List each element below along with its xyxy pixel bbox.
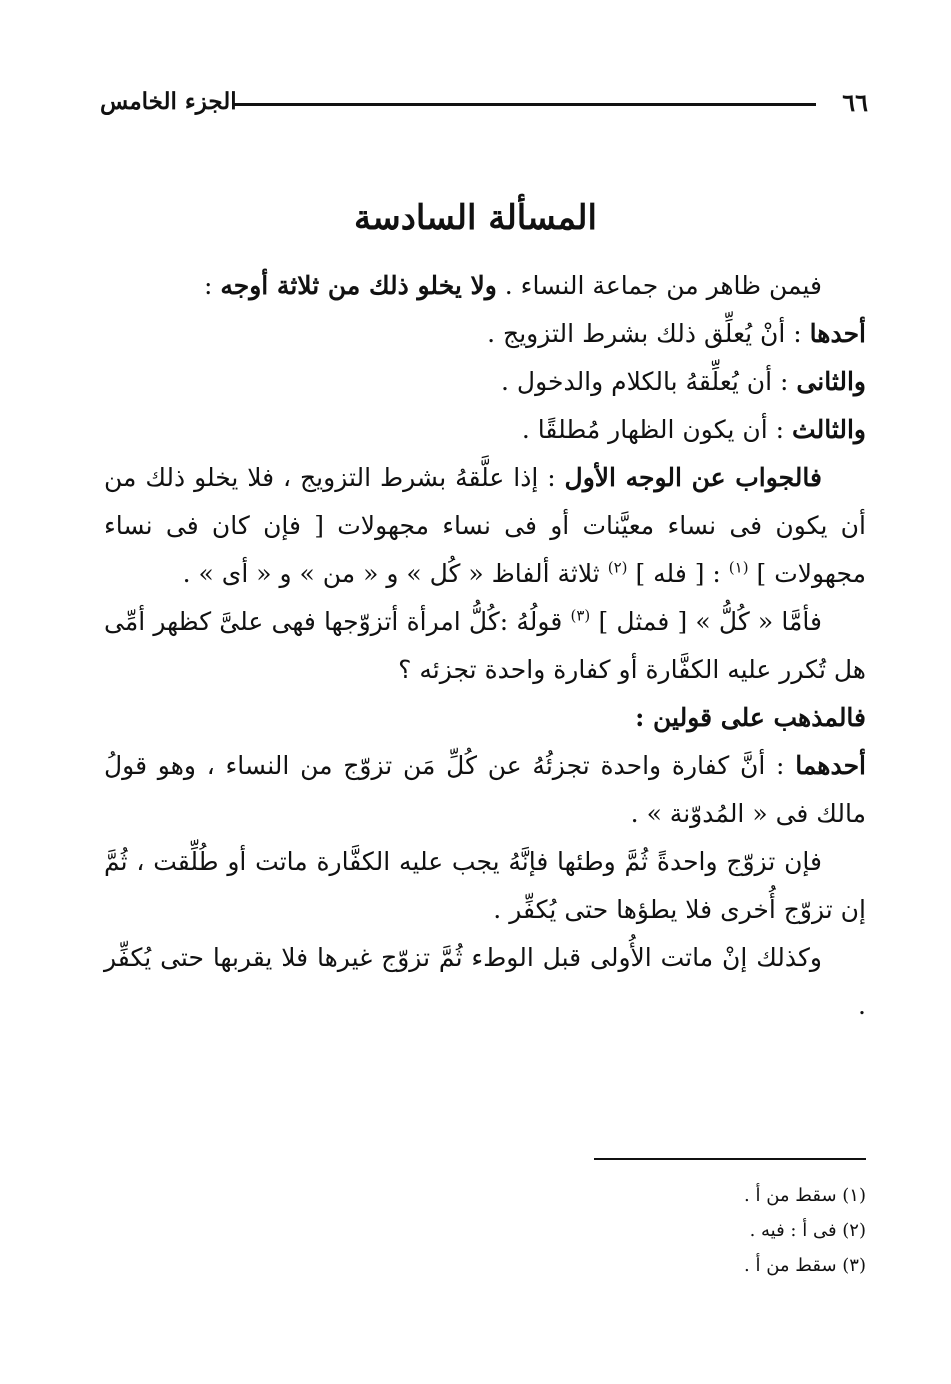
text-run: فيمن ظاهر من جماعة النساء . [496, 271, 822, 300]
footnote-marker: (٣) [570, 606, 591, 625]
bold-text: فالمذهب على قولين : [635, 703, 866, 732]
paragraph [104, 406, 866, 454]
paragraph [104, 598, 866, 694]
text-run: فأمَّا « كُلُّ » [ فمثل ] [590, 607, 822, 636]
page-number: ٦٦ [842, 88, 868, 117]
bold-text: والثانى [796, 367, 866, 396]
footnote-rule [594, 1158, 866, 1160]
footnote-marker: (٢) [607, 558, 628, 577]
paragraph [104, 262, 866, 310]
paragraph [104, 454, 866, 598]
part-title: الجزء الخامس [100, 88, 237, 115]
paragraph [104, 358, 866, 406]
paragraph [104, 310, 866, 358]
paragraph [104, 934, 866, 1030]
paragraph [104, 694, 866, 742]
text-run: : أن يكون الظهار مُطلقًا . [521, 415, 793, 444]
text-run: : [ فله ] [627, 559, 729, 588]
text-run: فإن تزوّج واحدةً ثُمَّ وطئها فإنَّهُ يجب عليه الكفَّارة ماتت أو طُلِّقت ، ثُمَّ إن تزوّج أُخرى فلا يطؤها حتى يُكفِّر . [104, 847, 866, 924]
running-header [100, 88, 868, 122]
footnote-3: (٣) سقط من أ . [744, 1255, 866, 1276]
text-run: : أن يُعلِّقهُ بالكلام والدخول . [501, 367, 797, 396]
text-run: : أنْ يُعلِّق ذلك بشرط التزويج . [487, 319, 810, 348]
body-text [104, 262, 866, 1030]
text-run: قولُهُ :كُلُّ امرأة أتزوّجها فهى علىَّ كظهر أمِّى هل تُكرر عليه الكفَّارة أو كفارة واحدة تجزئه ؟ [104, 607, 866, 684]
footnote-2: (٢) فى أ : فيه . [749, 1220, 866, 1241]
text-run: : أنَّ كفارة واحدة تجزئُهُ عن كُلِّ مَن تزوّج من النساء ، وهو قولُ مالك فى « المُدوّنة » . [104, 751, 866, 828]
paragraph [104, 838, 866, 934]
bold-text: والثالث [792, 415, 866, 444]
header-rule [234, 103, 816, 106]
footnotes [560, 1178, 866, 1283]
text-run: : [203, 271, 221, 300]
bold-text: فالجواب عن الوجه الأول [564, 463, 822, 492]
text-run: : إذا علَّقهُ بشرط التزويج ، فلا يخلو ذلك من أن يكون فى نساء معيَّنات أو فى نساء مجهولات [ فإن كان فى نساء مجهولات ] [104, 463, 866, 588]
section-title: المسألة السادسة [354, 198, 597, 238]
paragraph [104, 742, 866, 838]
bold-text: ولا يخلو ذلك من ثلاثة أوجه [220, 271, 497, 300]
bold-text: أحدها [809, 319, 866, 348]
footnote-1: (١) سقط من أ . [744, 1185, 866, 1206]
text-run: وكذلك إنْ ماتت الأُولى قبل الوطء ثُمَّ تزوّج غيرها فلا يقربها حتى يُكفِّر . [104, 943, 866, 1020]
bold-text: أحدهما [795, 751, 866, 780]
text-run: ثلاثة ألفاظ « كُل » و « من » و « أى » . [182, 559, 608, 588]
footnote-marker: (١) [728, 558, 749, 577]
